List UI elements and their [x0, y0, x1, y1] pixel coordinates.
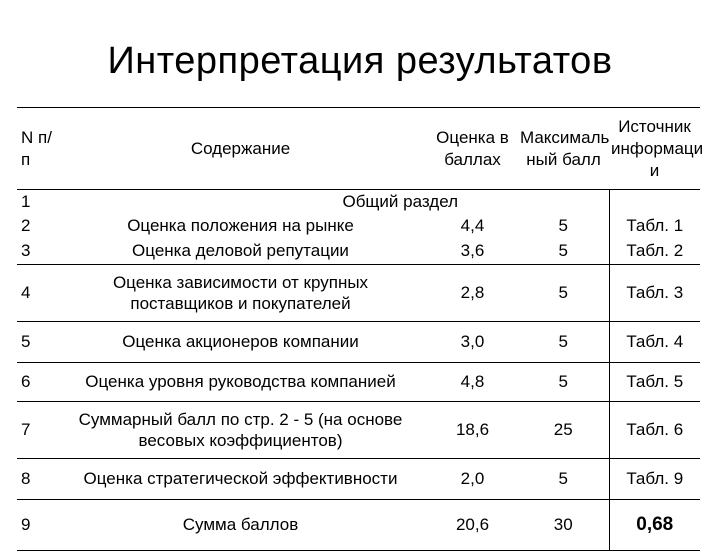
row-source: Табл. 9	[609, 459, 700, 500]
row-source	[609, 190, 700, 215]
section-title: Общий раздел	[342, 192, 458, 211]
row-source: Табл. 1	[609, 214, 700, 238]
row-score: 20,6	[427, 500, 518, 551]
row-num: 2	[21, 216, 31, 235]
table-row	[17, 459, 700, 500]
row-content: Оценка зависимости от крупных поставщиков и покупателей	[54, 265, 427, 322]
row-max	[518, 190, 609, 215]
row-num: 3	[17, 238, 54, 265]
row-score: 4,8	[427, 363, 518, 402]
row-max: 5	[518, 322, 609, 363]
row-num: 7	[17, 402, 54, 459]
table-row	[17, 402, 700, 459]
row-score: 3,6	[427, 238, 518, 265]
row-content: Оценка положения на рынке	[127, 216, 354, 235]
row-max: 5	[518, 238, 609, 265]
row-source: Табл. 5	[609, 363, 700, 402]
row-source: Табл. 6	[609, 402, 700, 459]
row-max: 5	[518, 459, 609, 500]
row-content: Сумма баллов	[54, 500, 427, 551]
row-content: Суммарный балл по стр. 2 - 5 (на основе весовых коэффициентов)	[54, 402, 427, 459]
results-table	[17, 107, 704, 551]
table-row	[17, 265, 700, 322]
row-max: 30	[518, 500, 609, 551]
row-num: 5	[17, 322, 54, 363]
row-score: 3,0	[427, 322, 518, 363]
row-max: 5	[518, 363, 609, 402]
row-score: 18,6	[427, 402, 518, 459]
row-max: 5	[518, 265, 609, 322]
row-num: 1	[21, 192, 31, 211]
row-content: Оценка деловой репутации	[54, 238, 427, 265]
header-num: N п/п	[17, 108, 54, 190]
row-content: Оценка уровня руководства компанией	[54, 363, 427, 402]
table-row	[17, 190, 700, 215]
table-row	[17, 363, 700, 402]
row-score: 4,4	[460, 216, 485, 235]
row-num: 6	[17, 363, 54, 402]
row-num: 8	[17, 459, 54, 500]
row-content: Оценка акционеров компании	[54, 322, 427, 363]
row-source: Табл. 2	[609, 238, 700, 265]
row-num: 4	[17, 265, 54, 322]
row-max: 5	[558, 216, 568, 235]
header-content: Содержание	[54, 108, 427, 190]
table-row	[17, 322, 700, 363]
row-score: 2,8	[427, 265, 518, 322]
table-row	[17, 500, 700, 551]
table-row	[17, 238, 700, 265]
row-source: Табл. 4	[609, 322, 700, 363]
row-source: Табл. 3	[609, 265, 700, 322]
row-score: 2,0	[427, 459, 518, 500]
slide-title: Интерпретация результатов	[107, 40, 613, 82]
header-score: Оценка в баллах	[427, 108, 518, 190]
row-max: 25	[518, 402, 609, 459]
row-num: 9	[17, 500, 54, 551]
total-ratio: 0,68	[609, 500, 700, 551]
table-header-row	[17, 108, 700, 190]
table-row	[17, 214, 700, 238]
header-source: Источник информаци и	[609, 108, 700, 190]
header-max: Максималь ный балл	[518, 108, 609, 190]
row-content: Оценка стратегической эффективности	[54, 459, 427, 500]
